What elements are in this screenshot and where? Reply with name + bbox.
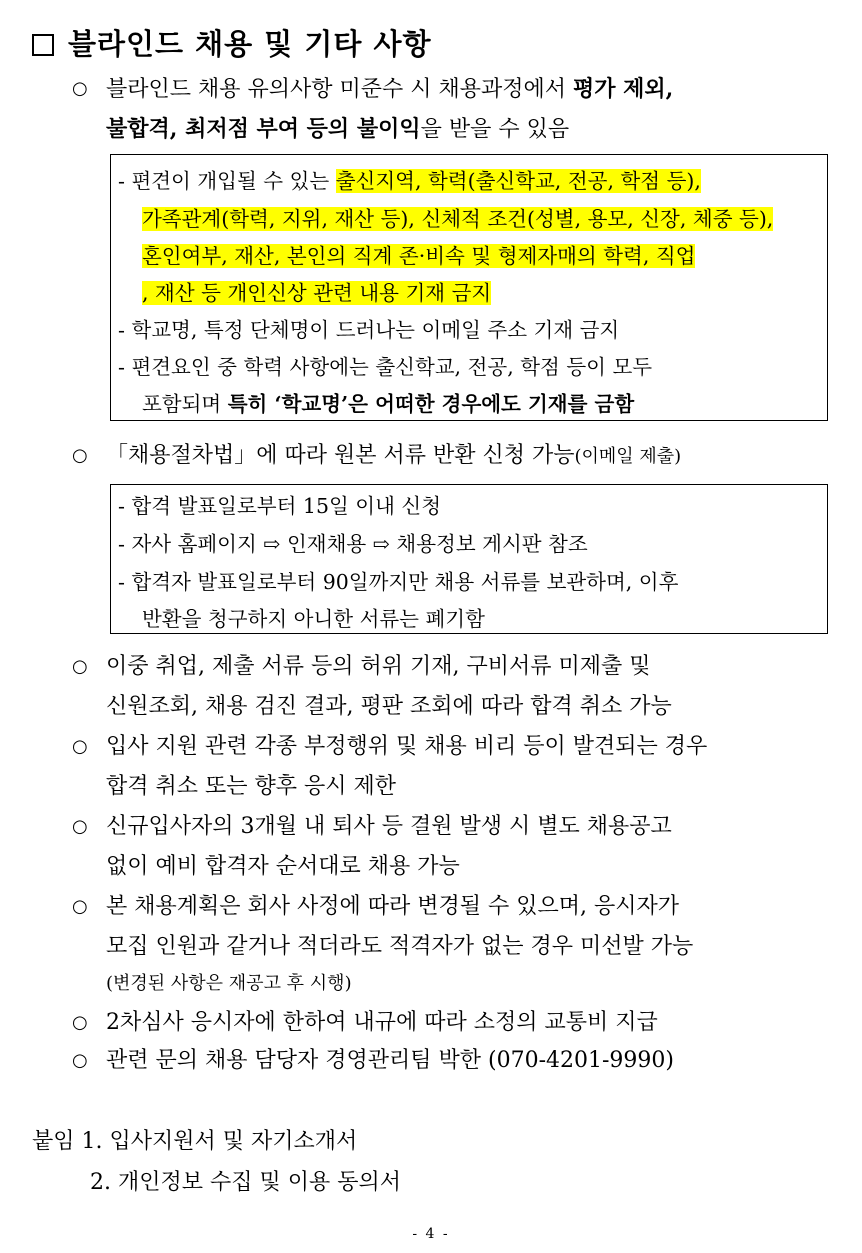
item-3-line-1: 이중 취업, 제출 서류 등의 허위 기재, 구비서류 미제출 및 (106, 654, 651, 679)
bullet-icon: ○ (72, 736, 88, 757)
item-1-text-b: 평가 제외, (573, 76, 674, 102)
bullet-icon: ○ (72, 656, 88, 677)
attachment-2: 2. 개인정보 수집 및 이용 동의서 (90, 1170, 401, 1195)
box1-line-7 (142, 387, 634, 417)
box1-line-3-text: 혼인여부, 재산, 본인의 직계 존·비속 및 형제자매의 학력, 직업 (142, 244, 696, 268)
box1-line-3 (142, 239, 695, 269)
page-number: - 4 - (412, 1226, 450, 1242)
box1-line-1-a: - 편견이 개입될 수 있는 (118, 169, 336, 193)
box1-line-4 (142, 276, 491, 306)
box2-line-3: - 합격자 발표일로부터 90일까지만 채용 서류를 보관하며, 이후 (118, 570, 679, 594)
bullet-icon: ○ (72, 78, 88, 99)
box2-line-1: - 합격 발표일로부터 15일 이내 신청 (118, 494, 442, 518)
item-1-text-a: 블라인드 채용 유의사항 미준수 시 채용과정에서 (106, 77, 574, 102)
item-1-text-c: 불합격, 최저점 부여 등의 불이익 (106, 116, 421, 142)
box2-line-2: - 자사 홈페이지 ⇨ 인재채용 ⇨ 채용정보 게시판 참조 (118, 532, 588, 556)
item-1-line-2 (106, 112, 569, 143)
item-4-line-1: 입사 지원 관련 각종 부정행위 및 채용 비리 등이 발견되는 경우 (106, 734, 708, 759)
bullet-icon: ○ (72, 1012, 88, 1033)
item-8-line-1: 관련 문의 채용 담당자 경영관리팀 박한 (070-4201-9990) (106, 1048, 674, 1073)
checkbox-square-icon (32, 34, 54, 56)
box1-line-7-b: 특히 ‘학교명’은 어떠한 경우에도 기재를 금함 (227, 392, 635, 416)
box1-line-4-text: , 재산 등 개인신상 관련 내용 기재 금지 (142, 281, 492, 305)
bullet-icon: ○ (72, 1050, 88, 1071)
item-7-line-1: 2차심사 응시자에 한하여 내규에 따라 소정의 교통비 지급 (106, 1010, 658, 1035)
item-4-line-2: 합격 취소 또는 향후 응시 제한 (106, 774, 396, 799)
box2-line-4: 반환을 청구하지 아니한 서류는 폐기함 (142, 607, 485, 631)
item-2-text-b: (이메일 제출) (574, 446, 682, 467)
item-5-line-2: 없이 예비 합격자 순서대로 채용 가능 (106, 854, 460, 879)
item-3-line-2: 신원조회, 채용 검진 결과, 평판 조회에 따라 합격 취소 가능 (106, 694, 672, 719)
section-heading-text: 블라인드 채용 및 기타 사항 (68, 27, 432, 61)
box1-line-7-a: 포함되며 (142, 392, 228, 416)
item-6-line-3: (변경된 사항은 재공고 후 시행) (106, 973, 352, 994)
box1-line-2-text: 가족관계(학력, 지위, 재산 등), 신체적 조건(성별, 용모, 신장, 체중 등), (142, 207, 774, 231)
attachment-1: 붙임 1. 입사지원서 및 자기소개서 (32, 1129, 358, 1154)
box1-line-2 (142, 202, 773, 232)
item-2-text-a: 「채용절차법」에 따라 원본 서류 반환 신청 가능 (106, 443, 575, 468)
item-6-line-1: 본 채용계획은 회사 사정에 따라 변경될 수 있으며, 응시자가 (106, 894, 679, 919)
bullet-icon: ○ (72, 896, 88, 917)
box1-line-6: - 편견요인 중 학력 사항에는 출신학교, 전공, 학점 등이 모두 (118, 355, 653, 379)
item-1-line-1 (106, 72, 673, 103)
section-heading (32, 22, 432, 63)
bullet-icon: ○ (72, 445, 88, 466)
bullet-icon: ○ (72, 816, 88, 837)
box1-line-5: - 학교명, 특정 단체명이 드러나는 이메일 주소 기재 금지 (118, 318, 620, 342)
box1-line-1-b: 출신지역, 학력(출신학교, 전공, 학점 등), (335, 169, 701, 193)
item-5-line-1: 신규입사자의 3개월 내 퇴사 등 결원 발생 시 별도 채용공고 (106, 814, 672, 839)
item-6-line-2: 모집 인원과 같거나 적더라도 적격자가 없는 경우 미선발 가능 (106, 934, 694, 959)
item-2-line-1 (106, 438, 681, 469)
box1-line-1 (118, 164, 701, 194)
item-1-text-d: 을 받을 수 있음 (420, 117, 570, 142)
